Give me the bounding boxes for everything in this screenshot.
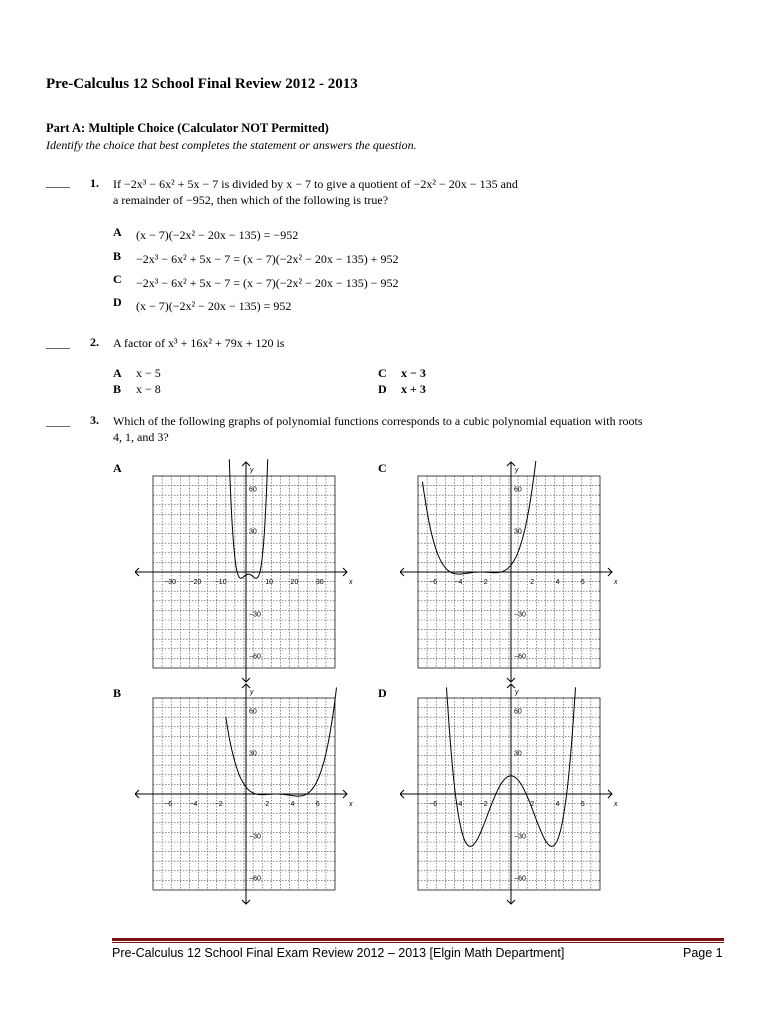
q1-option-a: (x − 7)(−2x² − 20x − 135) = −952 xyxy=(136,228,299,242)
page-number: Page 1 xyxy=(683,946,723,960)
y-tick-label: −30 xyxy=(249,833,261,841)
footer-rule-thin xyxy=(112,942,724,943)
x-tick-label: −2 xyxy=(479,579,488,586)
x-tick-label: −10 xyxy=(214,579,227,586)
curve xyxy=(226,688,337,797)
x-tick-label: −6 xyxy=(164,801,173,808)
x-tick-label: 2 xyxy=(530,579,535,586)
q2-option-b-letter: B xyxy=(113,382,122,396)
part-heading: Part A: Multiple Choice (Calculator NOT Permitted) xyxy=(46,121,329,135)
question-1-line-1: If −2x³ − 6x² + 5x − 7 is divided by x − 7 to give a quotient of −2x² − 20x − 135 and xyxy=(113,177,518,191)
q1-option-c: −2x³ − 6x² + 5x − 7 = (x − 7)(−2x² − 20x − 135) − 952 xyxy=(136,276,399,290)
q2-option-b: x − 8 xyxy=(136,382,161,396)
question-number-2: 2. xyxy=(90,335,99,349)
y-tick-label: 30 xyxy=(249,528,257,536)
curve xyxy=(423,461,536,574)
y-tick-label: 60 xyxy=(249,486,257,494)
x-tick-label: 6 xyxy=(580,579,585,586)
y-tick-label: −60 xyxy=(514,653,526,661)
x-tick-label: −6 xyxy=(429,801,438,808)
y-tick-label: −30 xyxy=(514,833,526,841)
x-tick-label: −4 xyxy=(454,801,463,808)
q2-option-a: x − 5 xyxy=(136,366,161,380)
y-tick-label: 60 xyxy=(249,708,257,716)
q2-option-a-letter: A xyxy=(113,366,122,380)
x-axis-label: x xyxy=(349,801,353,808)
y-tick-label: −30 xyxy=(249,611,261,619)
graph-c xyxy=(400,458,620,688)
question-3-line-2: 4, 1, and 3? xyxy=(113,430,169,444)
x-tick-label: −20 xyxy=(189,579,202,586)
q2-option-c-letter: C xyxy=(378,366,387,380)
q1-option-d-letter: D xyxy=(113,295,122,309)
instructions: Identify the choice that best completes the statement or answers the question. xyxy=(46,138,417,152)
y-axis-label: y xyxy=(515,689,519,696)
y-tick-label: 60 xyxy=(514,708,522,716)
x-tick-label: 2 xyxy=(530,801,535,808)
y-tick-label: −30 xyxy=(514,611,526,619)
q1-option-c-letter: C xyxy=(113,272,122,286)
question-2-line-1: A factor of x³ + 16x² + 79x + 120 is xyxy=(113,336,285,350)
y-tick-label: 30 xyxy=(249,750,257,758)
x-tick-label: 30 xyxy=(315,579,324,586)
x-tick-label: −6 xyxy=(429,579,438,586)
question-number-1: 1. xyxy=(90,176,99,190)
answer-blank-3[interactable]: ____ xyxy=(46,414,70,428)
graph-b xyxy=(135,680,355,912)
x-axis-label: x xyxy=(614,801,618,808)
y-tick-label: −60 xyxy=(514,875,526,883)
x-tick-label: 10 xyxy=(265,579,274,586)
q2-option-d-letter: D xyxy=(378,382,387,396)
x-tick-label: 4 xyxy=(555,801,560,808)
graph-a-label: A xyxy=(113,461,122,475)
x-tick-label: 4 xyxy=(555,579,560,586)
footer-text: Pre-Calculus 12 School Final Exam Review 2012 – 2013 [Elgin Math Department] xyxy=(112,946,565,960)
y-tick-label: −60 xyxy=(249,653,261,661)
answer-blank-2[interactable]: ____ xyxy=(46,336,70,350)
x-tick-label: −2 xyxy=(214,801,223,808)
q2-option-c: x − 3 xyxy=(401,366,426,380)
page-title: Pre-Calculus 12 School Final Review 2012 - 2013 xyxy=(46,76,358,92)
x-axis-label: x xyxy=(614,579,618,586)
graph-d xyxy=(400,680,620,912)
x-tick-label: −4 xyxy=(454,579,463,586)
y-axis-label: y xyxy=(515,467,519,474)
q1-option-d: (x − 7)(−2x² − 20x − 135) = 952 xyxy=(136,299,292,313)
q2-option-d: x + 3 xyxy=(401,382,426,396)
question-1-line-2: a remainder of −952, then which of the following is true? xyxy=(113,193,389,207)
q1-option-b-letter: B xyxy=(113,249,122,263)
q1-option-b: −2x³ − 6x² + 5x − 7 = (x − 7)(−2x² − 20x − 135) + 952 xyxy=(136,252,399,266)
graph-c-label: C xyxy=(378,461,387,475)
graph-a xyxy=(135,458,355,688)
footer-rule xyxy=(112,938,724,941)
y-tick-label: 30 xyxy=(514,750,522,758)
y-tick-label: 60 xyxy=(514,486,522,494)
q1-option-a-letter: A xyxy=(113,225,122,239)
x-axis-label: x xyxy=(349,579,353,586)
y-tick-label: 30 xyxy=(514,528,522,536)
x-tick-label: −2 xyxy=(479,801,488,808)
x-tick-label: 6 xyxy=(580,801,585,808)
x-tick-label: 6 xyxy=(315,801,320,808)
graph-d-label: D xyxy=(378,686,387,700)
answer-blank-1[interactable]: ____ xyxy=(46,175,70,189)
question-number-3: 3. xyxy=(90,413,99,427)
x-tick-label: 4 xyxy=(290,801,295,808)
y-axis-label: y xyxy=(250,689,254,696)
graph-b-label: B xyxy=(113,686,122,700)
x-tick-label: −4 xyxy=(189,801,198,808)
x-tick-label: 20 xyxy=(290,579,299,586)
y-tick-label: −60 xyxy=(249,875,261,883)
y-axis-label: y xyxy=(250,467,254,474)
x-tick-label: 2 xyxy=(265,801,270,808)
question-3-line-1: Which of the following graphs of polynomial functions corresponds to a cubic polynomial equation with roots xyxy=(113,414,643,428)
x-tick-label: −30 xyxy=(164,579,177,586)
